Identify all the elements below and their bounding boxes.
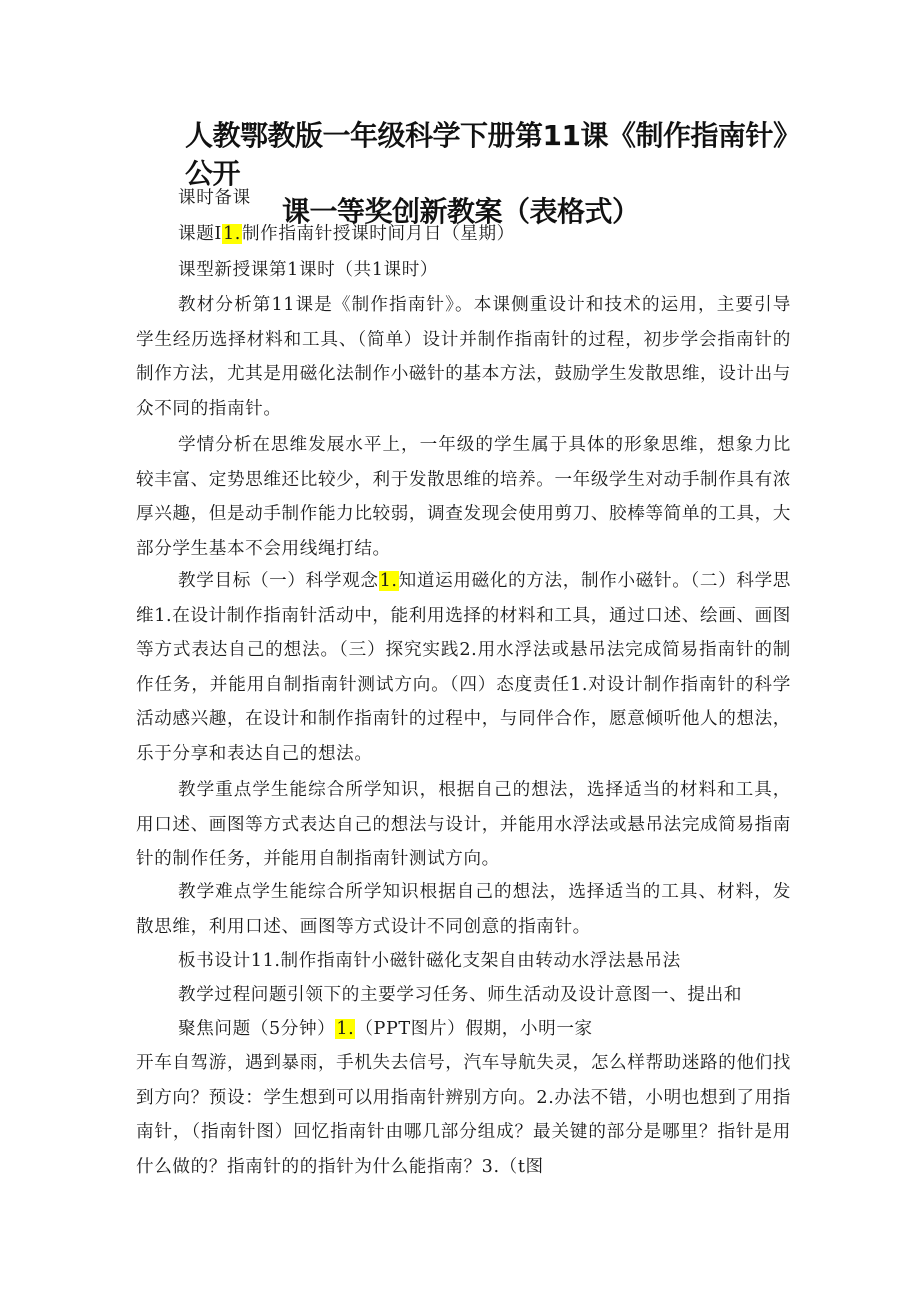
objectives-highlight: 1. — [379, 571, 398, 591]
process-highlight-2: 1. — [336, 1019, 355, 1039]
lesson-type-text: 课型新授课第1课时（共1课时） — [178, 260, 439, 280]
process-text-1: 教学过程问题引领下的主要学习任务、师生活动及设计意图一、提出和 — [178, 985, 743, 1005]
textbook-analysis — [136, 288, 791, 426]
textbook-analysis-text: 教材分析第11课是《制作指南针》。本课侧重设计和技术的运用，主要引导学生经历选择材料和工具、（简单）设计并制作指南针的过程，初步学会指南针的制作方法，尤其是用磁化法制作小磁针的基本方法，鼓励学生发散思维，设计出与众不同的指南针。 — [136, 295, 791, 419]
objectives-prefix: 教学目标（一）科学观念 — [178, 571, 379, 591]
teaching-key-points — [136, 773, 791, 877]
student-analysis — [136, 428, 791, 566]
teaching-process-body — [136, 1046, 791, 1184]
key-points-text: 教学重点学生能综合所学知识，根据自己的想法，选择适当的材料和工具，用口述、画图等方式表达自己的想法与设计，并能用水浮法或悬吊法完成简易指南针的制作任务，并能用自制指南针测试方向。 — [136, 780, 791, 869]
process-suffix-2: （PPT图片）假期，小明一家 — [355, 1019, 593, 1039]
teaching-process-line-2 — [136, 1012, 791, 1047]
title-line-1: 人教鄂教版一年级科学下册第11课《制作指南针》公开 — [185, 119, 801, 190]
process-body-text: 开车自驾游，遇到暴雨，手机失去信号，汽车导航失灵，怎么样帮助迷路的他们找到方向？预设：学生想到可以用指南针辨别方向。2.办法不错，小明也想到了用指南针，（指南针图）回忆指南针由哪几部分组成？最关键的部分是哪里？指针是用什么做的？指南针的的指针为什么能指南？3.（t图 — [136, 1053, 791, 1177]
board-design-text: 板书设计11.制作指南针小磁针磁化支架自由转动水浮法悬吊法 — [178, 951, 681, 971]
teaching-process-line-1 — [136, 978, 791, 1013]
board-design — [136, 944, 791, 979]
title-line-2: 课一等奖创新教案（表格式） — [282, 195, 640, 228]
objectives-text: 知道运用磁化的方法，制作小磁针。（二）科学思维1.在设计制作指南针活动中，能利用选择的材料和工具，通过口述、绘画、画图等方式表达自己的想法。（三）探究实践2.用水浮法或悬吊法完成简易指南针的制作任务，并能用自制指南针测试方向。（四）态度责任1.对设计制作指南针的科学活动感兴趣，在设计和制作指南针的过程中，与同伴合作，愿意倾听他人的想法，乐于分享和表达自己的想法。 — [136, 571, 792, 764]
lesson-prep-label — [136, 181, 791, 216]
topic-line — [136, 217, 791, 252]
topic-suffix: 制作指南针授课时间月日（星期） — [241, 224, 515, 244]
student-analysis-text: 学情分析在思维发展水平上，一年级的学生属于具体的形象思维，想象力比较丰富、定势思维还比较少，利于发散思维的培养。一年级学生对动手制作具有浓厚兴趣，但是动手制作能力比较弱，调查发现会使用剪刀、胶棒等简单的工具，大部分学生基本不会用线绳打结。 — [136, 435, 791, 559]
process-prefix-2: 聚焦问题（5分钟） — [178, 1019, 336, 1039]
teaching-difficulties — [136, 875, 791, 944]
lesson-prep-text: 课时备课 — [178, 188, 251, 208]
lesson-type-line — [136, 253, 791, 288]
difficulties-text: 教学难点学生能综合所学知识根据自己的想法，选择适当的工具、材料，发散思维，利用口述、画图等方式设计不同创意的指南针。 — [136, 882, 791, 937]
teaching-objectives — [136, 564, 791, 771]
topic-prefix: 课题I — [178, 224, 222, 244]
topic-highlight: 1. — [222, 224, 241, 244]
